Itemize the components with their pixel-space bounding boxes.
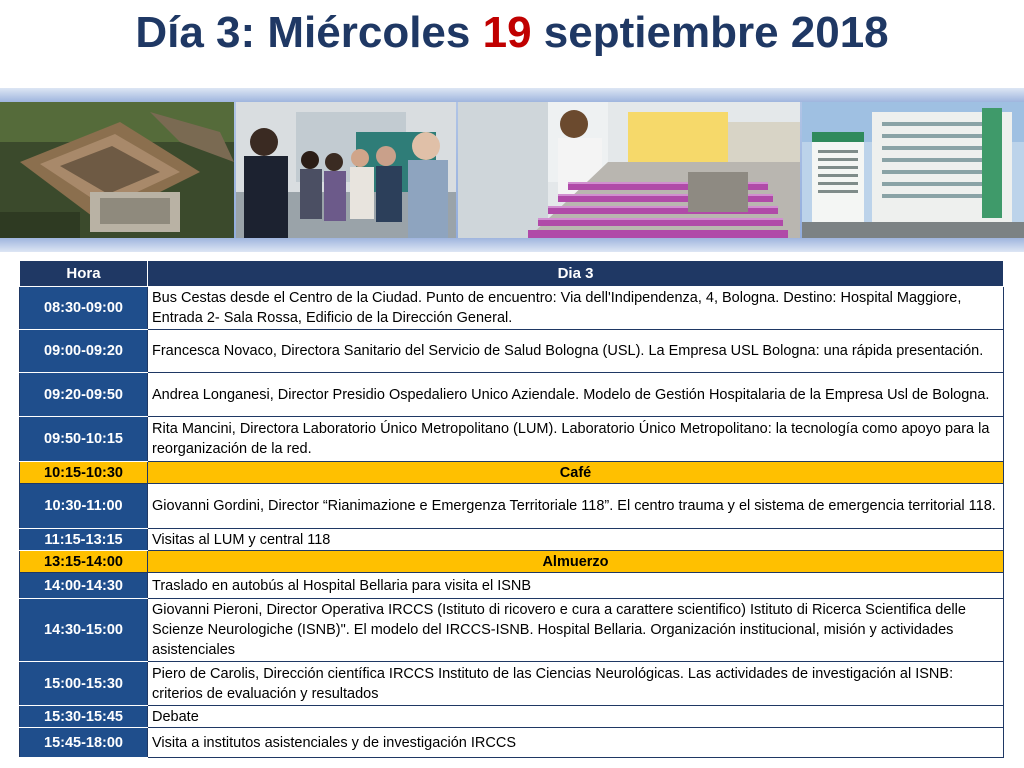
table-row [20,417,1004,462]
row-time: 15:45-18:00 [20,728,148,758]
table-row [20,706,1004,728]
table-row [20,573,1004,599]
row-description: Traslado en autobús al Hospital Bellaria para visita el ISNB [148,573,1004,599]
banner-stripe-bottom [0,238,1024,252]
page-title [0,4,1024,62]
hospital-building-photo [802,102,1024,238]
table-row-lunch [20,551,1004,573]
schedule-table [19,260,1004,758]
row-time: 11:15-13:15 [20,529,148,551]
banner-stripe-top [0,88,1024,102]
title-day-number: 19 [482,8,532,57]
table-row [20,599,1004,662]
table-row-break [20,462,1004,484]
row-description: Debate [148,706,1004,728]
table-row [20,330,1004,373]
row-description: Bus Cestas desde el Centro de la Ciudad. Punto de encuentro: Via dell'Indipendenza, 4, Bologna. Destino: Hospital Maggiore, Entrada 2- Sala Rossa, Edificio de la Dirección General. [148,287,1004,330]
table-row [20,484,1004,529]
laboratory-visit-group-photo [236,102,456,238]
row-time: 13:15-14:00 [20,551,148,573]
row-description: Giovanni Gordini, Director “Rianimazione e Emergenza Territoriale 118”. El centro trauma y el sistema de emergencia territorial 118. [148,484,1004,529]
row-description: Andrea Longanesi, Director Presidio Ospedaliero Unico Aziendale. Modelo de Gestión Hospitalaria de la Empresa Usl de Bologna. [148,373,1004,417]
table-row [20,287,1004,330]
title-part1: Día 3: Miércoles [135,8,483,57]
row-description: Visita a institutos asistenciales y de investigación IRCCS [148,728,1004,758]
table-row [20,373,1004,417]
table-row [20,529,1004,551]
header-hora: Hora [20,261,148,287]
laboratory-sample-tubes-photo [458,102,800,238]
row-time: 15:00-15:30 [20,662,148,706]
table-row [20,728,1004,758]
row-time: 09:00-09:20 [20,330,148,373]
header-dia: Dia 3 [148,261,1004,287]
title-part2: septiembre 2018 [531,8,889,57]
row-time: 14:00-14:30 [20,573,148,599]
row-time: 09:50-10:15 [20,417,148,462]
row-time: 14:30-15:00 [20,599,148,662]
row-description: Visitas al LUM y central 118 [148,529,1004,551]
table-header-row [20,261,1004,287]
row-time: 09:20-09:50 [20,373,148,417]
table-row [20,662,1004,706]
row-description: Café [148,462,1004,484]
row-time: 10:15-10:30 [20,462,148,484]
row-time: 15:30-15:45 [20,706,148,728]
row-description: Almuerzo [148,551,1004,573]
row-time: 08:30-09:00 [20,287,148,330]
aerial-hospital-photo [0,102,234,238]
row-time: 10:30-11:00 [20,484,148,529]
row-description: Giovanni Pieroni, Director Operativa IRCCS (Istituto di ricovero e cura a carattere scientifico) Istituto di Ricerca Scientifica delle Scienze Neurologiche (ISNB)". El modelo del IRCCS-ISNB. Hospital Bellaria. Organización institucional, misión y actividades asistenciales [148,599,1004,662]
row-description: Francesca Novaco, Directora Sanitario del Servicio de Salud Bologna (USL). La Empresa USL Bologna: una rápida presentación. [148,330,1004,373]
row-description: Rita Mancini, Directora Laboratorio Único Metropolitano (LUM). Laboratorio Único Metropolitano: la tecnología como apoyo para la reorganización de la red. [148,417,1004,462]
row-description: Piero de Carolis, Dirección científica IRCCS Instituto de las Ciencias Neurológicas. Las actividades de investigación al ISNB: criterios de evaluación y resultados [148,662,1004,706]
